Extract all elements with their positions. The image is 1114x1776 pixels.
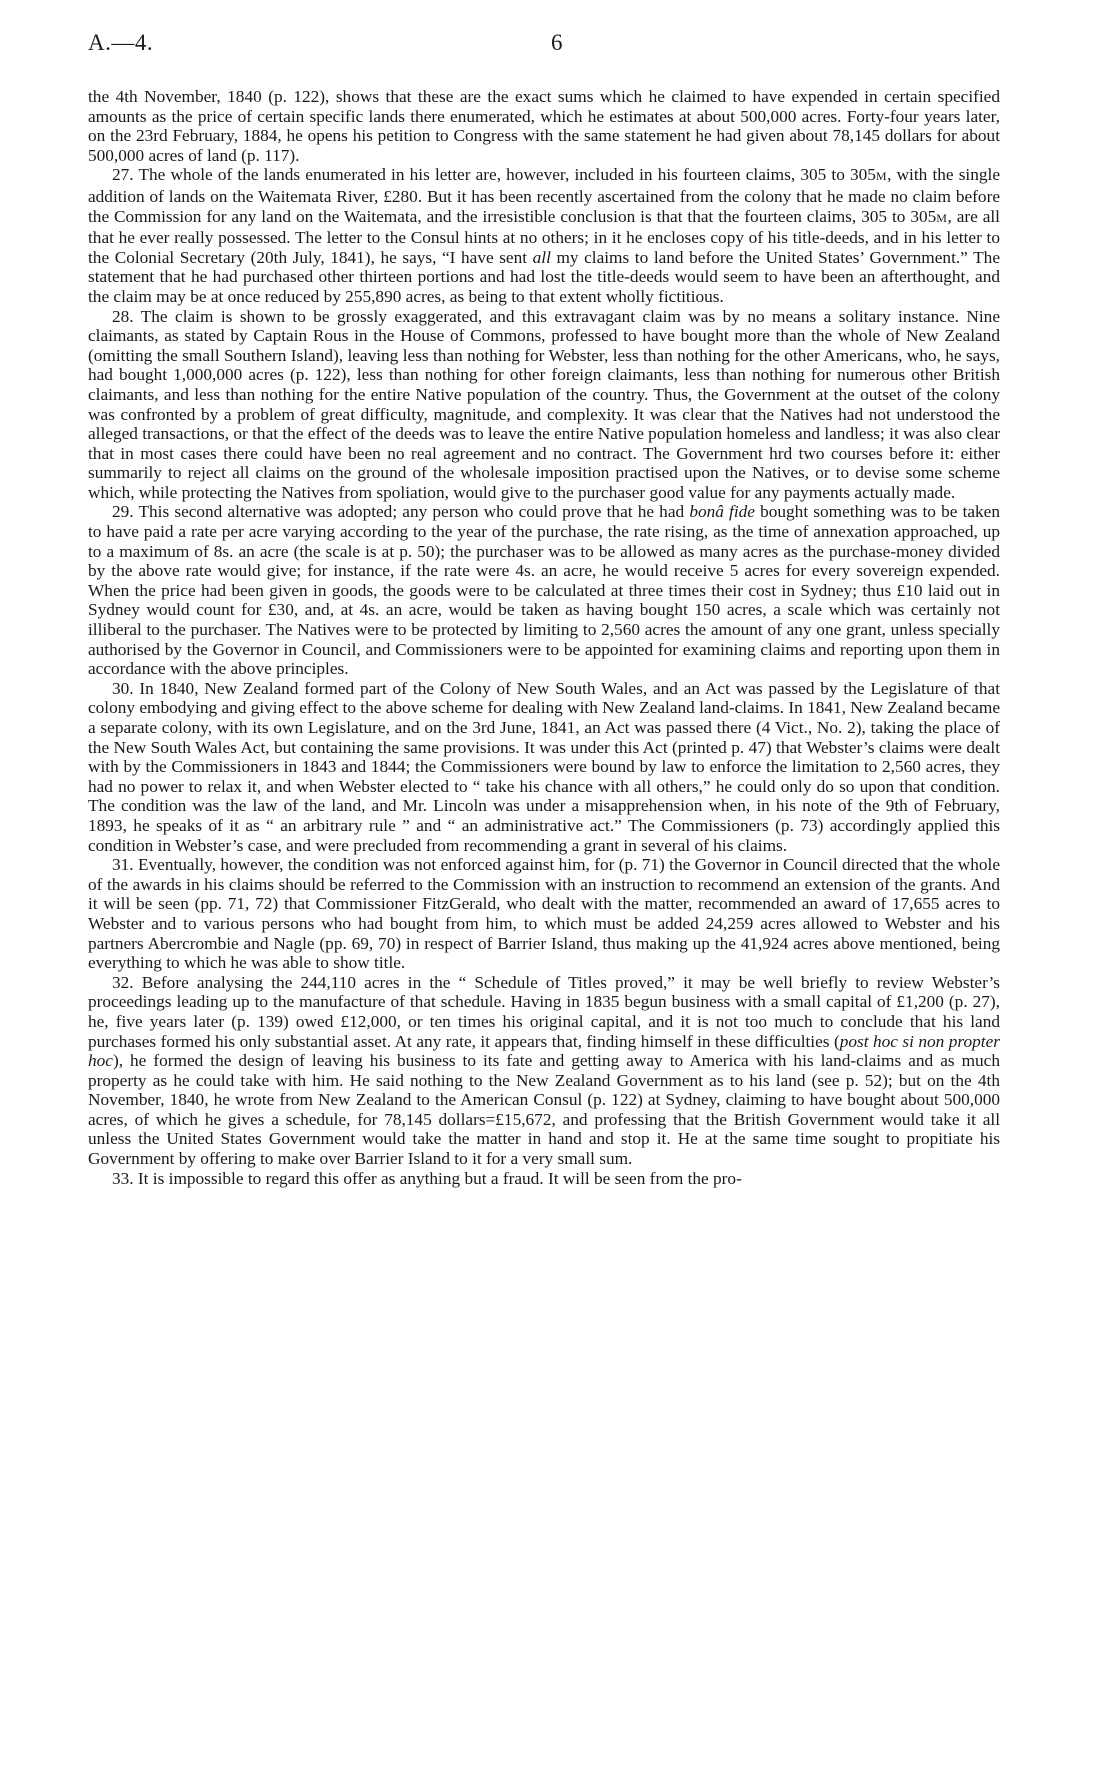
small-caps-text: M [936,210,948,225]
document-reference: A.—4. [88,30,154,55]
paragraph-text: 30. In 1840, New Zealand formed part of the Colony of New South Wales, and an Act was passed by the Legislature of that colony embodying and giving effect to the above scheme for dealing with New Zealand land-claims. In 1841, New Zealand became a separate colony, with its own Legislature, and on the 3rd June, 1841, an Act was passed there (4 Vict., No. 2), taking the place of the New South Wales Act, but containing the same provisions. It was under this Act (printed p. 47) that Webster’s claims were dealt with by the Commissioners in 1843 and 1844; the Commissioners were bound by law to enforce the limitation to 2,560 acres, they had no power to relax it, and when Webster elected to “ take his chance with all others,” he could only do so upon that condition. The condition was the law of the land, and Mr. Lincoln was under a misapprehension when, in his note of the 9th of February, 1893, he speaks of it as “ an arbitrary rule ” and “ an administrative act.” The Commissioners (p. 73) accordingly applied this condition in Webster’s case, and were precluded from recommending a grant in several of his claims. [88,678,1000,855]
numbered-paragraph [88,502,1000,678]
page-number: 6 [551,30,563,55]
numbered-paragraph [88,973,1000,1169]
numbered-paragraph [88,679,1000,855]
numbered-paragraph [88,855,1000,973]
small-caps-text: M [875,169,888,184]
paragraph-text: the 4th November, 1840 (p. 122), shows that these are the exact sums which he claimed to have expended in certain specified amounts as the price of certain specific lands there enumerated, which he estimates at about 500,000 acres. Forty-four years later, on the 23rd February, 1884, he opens his petition to Congress with the same statement he had given about 78,145 dollars for about 500,000 acres of land (p. 117). [88,87,1000,165]
numbered-paragraph [88,307,1000,503]
paragraph-text: bought something was to be taken to have paid a rate per acre varying according to the year of the purchase, the rate rising, as the time of annexation approached, up to a maximum of 8s. an acre (the scale is at p. 50); the purchaser was to be allowed as many acres as the purchase-money divided by the above rate would give; for instance, if the rate were 4s. an acre, he would receive 5 acres for every sovereign expended. When the price had been given in goods, the goods were to be calculated at three times their cost in Sydney; thus £10 laid out in Sydney would count for £30, and, at 4s. an acre, would be taken as having bought 150 acres, a scale which was certainly not illiberal to the purchaser. The Natives were to be protected by limiting to 2,560 acres the amount of any one grant, unless specially authorised by the Governor in Council, and Commissioners were to be appointed for examining claims and reporting upon them in accordance with the above principles. [88,502,1000,679]
numbered-paragraph [88,1169,1000,1189]
paragraph-text: 29. This second alternative was adopted; any person who could prove that he had [112,502,690,522]
paragraph-text: , are all that he ever really possessed. The letter to the Consul hints at no others; in it he encloses copy of his title-deeds, and in his letter to the Colonial Secretary (20th July, 1841), he says, “I have sent [88,206,1000,267]
document-body [88,87,1000,1188]
italic-text: post hoc si non propter hoc [88,1031,1000,1071]
paragraph-text: 33. It is impossible to regard this offer as anything but a fraud. It will be seen from the pro- [112,1168,742,1188]
paragraph-text: 27. The whole of the lands enumerated in his letter are, however, included in his fourteen claims, 305 to 305 [112,165,876,185]
paragraph-text: ), he formed the design of leaving his business to its fate and getting away to America with his land-claims and as much property as he could take with him. He said nothing to the New Zealand Government as to his land (see p. 52); but on the 4th November, 1840, he wrote from New Zealand to the American Consul (p. 122) at Sydney, claiming to have bought about 500,000 acres, of which he gives a schedule, for 78,145 dollars=£15,672, and professing that the British Government would take it all unless the United States Government would take the matter in hand and stop it. He at the same time sought to propitiate his Government by offering to make over Barrier Island to it for a very small sum. [88,1051,1000,1169]
paragraph-text: 28. The claim is shown to be grossly exaggerated, and this extravagant claim was by no means a solitary instance. Nine claimants, as stated by Captain Rous in the House of Commons, professed to have bought more than the whole of New Zealand (omitting the small Southern Island), leaving less than nothing for Webster, less than nothing for the other Americans, who, he says, had bought 1,000,000 acres (p. 122), less than nothing for other foreign claimants, less than nothing for numerous other British claimants, and less than nothing for the entire Native population of the country. Thus, the Government at the outset of the colony was confronted by a problem of great difficulty, magnitude, and complexity. It was clear that the Natives had not understood the alleged transactions, or that the effect of the deeds was to leave the entire Native population homeless and landless; it was also clear that in most cases there could have been no real agreement and no contract. The Government hrd two courses before it: either summarily to reject all claims on the ground of the wholesale imposition practised upon the Natives, or to devise some scheme which, while protecting the Natives from spoliation, would give to the purchaser good value for any payments actually made. [88,306,1000,502]
paragraph-text: my claims to land before the United States’ Government.” The statement that he had purchased other thirteen portions and had lost the title-deeds would seem to have been an afterthought, and the claim may be at once reduced by 255,890 acres, as being to that extent wholly fictitious. [88,247,1000,306]
paragraph-text: 31. Eventually, however, the condition was not enforced against him, for (p. 71) the Governor in Council directed that the whole of the awards in his claims should be referred to the Commission with an instruction to recommend an extension of the grants. And it will be seen (pp. 71, 72) that Commissioner FitzGerald, who dealt with the matter, recommended an award of 17,655 acres to Webster and to various persons who had bought from him, to which must be added 24,259 acres allowed to Webster and his partners Abercrombie and Nagle (pp. 69, 70) in respect of Barrier Island, thus making up the 41,924 acres above mentioned, being everything to which he was able to show title. [88,855,1000,973]
numbered-paragraph [88,165,1000,306]
italic-text: all [532,247,551,267]
italic-text: bonâ fide [689,502,755,522]
continued-paragraph [88,87,1000,165]
paragraph-text: , with the single addition of lands on the Waitemata River, £280. But it has been recently ascertained from the colony that he made no claim before the Commission for any land on the Waitemata, and the irresistible conclusion is that that the fourteen claims, 305 to 305 [88,165,1000,226]
paragraph-text: 32. Before analysing the 244,110 acres in the “ Schedule of Titles proved,” it may be well briefly to review Webster’s proceedings leading up to the manufacture of that schedule. Having in 1835 begun business with a small capital of £1,200 (p. 27), he, five years later (p. 139) owed £12,000, or ten times his original capital, and it is not too much to conclude that his land purchases formed his only substantial asset. At any rate, it appears that, finding himself in these difficulties ( [88,972,1000,1051]
